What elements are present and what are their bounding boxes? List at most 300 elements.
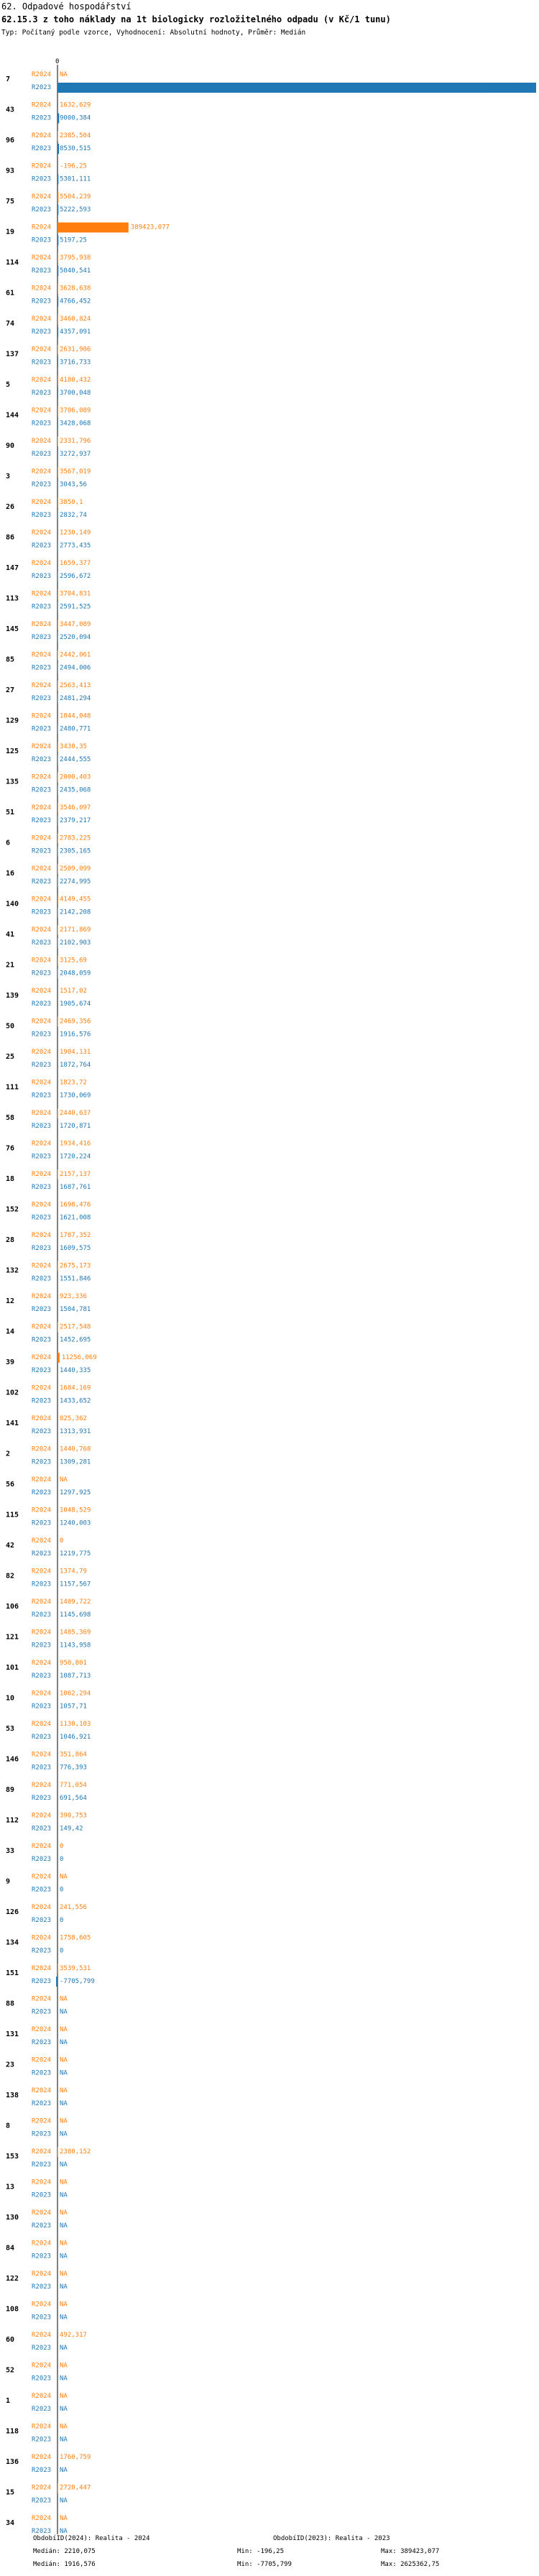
series-label-r2023: R2023 — [32, 1978, 52, 1985]
series-label-r2023: R2023 — [32, 451, 52, 458]
legend-2024-max: Max: 389423,077 — [381, 2548, 440, 2555]
bar-r2023 — [57, 632, 58, 643]
value-label-r2023: 1609,575 — [60, 1245, 91, 1252]
series-label-r2024: R2024 — [32, 957, 52, 965]
value-label-r2024: 1904,131 — [60, 1049, 91, 1056]
bar-r2023 — [57, 724, 58, 735]
value-label-r2023: 1240,003 — [60, 1519, 91, 1527]
value-label-r2024: NA — [60, 2362, 68, 2370]
value-label-r2024: 3447,089 — [60, 621, 91, 628]
category-label: 85 — [6, 656, 15, 664]
value-label-r2024: 3546,097 — [60, 804, 91, 811]
bar-r2023 — [57, 480, 58, 490]
category-label: 8 — [6, 2122, 11, 2130]
value-label-r2024: 2442,061 — [60, 651, 91, 659]
value-label-r2023: 0 — [60, 1917, 64, 1924]
series-label-r2024: R2024 — [32, 1812, 52, 1820]
value-label-r2023: 1440,335 — [60, 1367, 91, 1374]
category-label: 39 — [6, 1358, 15, 1366]
series-label-r2023: R2023 — [32, 1581, 52, 1588]
series-label-r2024: R2024 — [32, 1140, 52, 1148]
bar-r2024 — [57, 284, 58, 294]
category-label: 74 — [6, 320, 15, 328]
value-label-r2024: 1659,377 — [60, 560, 91, 567]
value-label-r2024: 1374,79 — [60, 1568, 87, 1576]
category-label: 90 — [6, 442, 15, 450]
series-label-r2024: R2024 — [32, 865, 52, 873]
bar-r2023 — [57, 908, 58, 918]
bar-r2024 — [57, 925, 58, 935]
series-label-r2023: R2023 — [32, 512, 52, 519]
bar-r2023 — [57, 694, 58, 704]
value-label-r2024: 1684,169 — [60, 1384, 91, 1392]
series-label-r2024: R2024 — [32, 1843, 52, 1850]
value-label-r2023: 1219,775 — [60, 1550, 91, 1558]
series-label-r2024: R2024 — [32, 1782, 52, 1789]
value-label-r2023: 1452,695 — [60, 1336, 91, 1344]
value-label-r2024: 2440,637 — [60, 1110, 91, 1117]
series-label-r2023: R2023 — [32, 1673, 52, 1680]
category-label: 3 — [6, 472, 11, 481]
series-label-r2023: R2023 — [32, 1550, 52, 1558]
value-label-r2024: NA — [60, 2393, 68, 2400]
value-label-r2023: NA — [60, 2069, 68, 2077]
bar-r2024 — [57, 742, 58, 752]
category-label: 140 — [6, 900, 19, 908]
bar-r2023 — [57, 510, 58, 520]
value-label-r2023: 1687,761 — [60, 1184, 91, 1191]
series-label-r2024: R2024 — [32, 1598, 52, 1606]
bar-r2023 — [57, 205, 58, 215]
value-label-r2024: 1409,722 — [60, 1598, 91, 1606]
series-label-r2023: R2023 — [32, 267, 52, 275]
series-label-r2023: R2023 — [32, 2100, 52, 2107]
series-label-r2024: R2024 — [32, 2179, 52, 2186]
value-label-r2024: 3125,69 — [60, 957, 87, 965]
value-label-r2023: 1730,069 — [60, 1092, 91, 1100]
series-label-r2024: R2024 — [32, 1445, 52, 1453]
series-label-r2023: R2023 — [32, 236, 52, 244]
value-label-r2024: 3850,1 — [60, 499, 83, 506]
category-label: 115 — [6, 1511, 19, 1519]
series-label-r2024: R2024 — [32, 1721, 52, 1728]
series-label-r2023: R2023 — [32, 1062, 52, 1069]
category-label: 151 — [6, 1969, 19, 1977]
value-label-r2023: 1297,925 — [60, 1489, 91, 1496]
value-label-r2023: NA — [60, 2283, 68, 2291]
series-label-r2024: R2024 — [32, 2362, 52, 2370]
value-label-r2024: 2720,447 — [60, 2484, 91, 2492]
series-label-r2023: R2023 — [32, 2130, 52, 2138]
category-label: 25 — [6, 1053, 15, 1061]
series-label-r2023: R2023 — [32, 878, 52, 886]
value-label-r2023: 1504,781 — [60, 1306, 91, 1313]
value-label-r2024: 3539,531 — [60, 1965, 91, 1972]
series-label-r2024: R2024 — [32, 2240, 52, 2248]
category-label: 60 — [6, 2336, 15, 2344]
value-label-r2024: 1823,72 — [60, 1079, 87, 1087]
series-label-r2023: R2023 — [32, 1825, 52, 1833]
legend-2023-min: Min: -7705,799 — [237, 2561, 292, 2568]
series-label-r2023: R2023 — [32, 145, 52, 152]
value-label-r2023: 1720,224 — [60, 1153, 91, 1161]
category-label: 75 — [6, 198, 15, 206]
bar-r2023 — [57, 663, 58, 673]
value-label-r2023: 0 — [60, 1947, 64, 1955]
value-label-r2023: NA — [60, 2253, 68, 2260]
series-label-r2023: R2023 — [32, 84, 52, 91]
category-label: 106 — [6, 1603, 19, 1611]
value-label-r2023: NA — [60, 2406, 68, 2413]
value-label-r2024: 0 — [60, 1843, 64, 1850]
series-label-r2023: R2023 — [32, 2039, 52, 2046]
series-label-r2024: R2024 — [32, 1660, 52, 1667]
bar-r2023 — [57, 877, 58, 887]
series-label-r2024: R2024 — [32, 743, 52, 750]
category-label: 138 — [6, 2092, 19, 2099]
bar-r2024 — [57, 1169, 58, 1179]
value-label-r2024: 11256,069 — [61, 1354, 97, 1361]
series-label-r2024: R2024 — [32, 2087, 52, 2094]
series-label-r2024: R2024 — [32, 1873, 52, 1881]
value-label-r2024: 1230,149 — [60, 529, 91, 537]
value-label-r2024: 1485,369 — [60, 1629, 91, 1637]
series-label-r2024: R2024 — [32, 1415, 52, 1422]
series-label-r2024: R2024 — [32, 682, 52, 689]
category-label: 134 — [6, 1938, 19, 1947]
value-label-r2023: 2274,995 — [60, 878, 91, 886]
category-label: 13 — [6, 2183, 15, 2191]
category-label: 88 — [6, 2000, 15, 2008]
category-label: 14 — [6, 1328, 15, 1336]
value-label-r2023: 776,393 — [60, 1764, 87, 1772]
value-label-r2023: 2379,217 — [60, 817, 91, 824]
series-label-r2024: R2024 — [32, 988, 52, 995]
category-label: 89 — [6, 1786, 15, 1794]
value-label-r2024: 3628,638 — [60, 285, 91, 293]
bar-r2024 — [57, 956, 58, 966]
bar-r2023 — [57, 114, 59, 124]
series-label-r2023: R2023 — [32, 2375, 52, 2383]
value-label-r2023: NA — [60, 2191, 68, 2199]
value-label-r2023: 4766,452 — [60, 298, 91, 305]
series-label-r2024: R2024 — [32, 377, 52, 384]
value-label-r2024: 1632,629 — [60, 101, 91, 109]
value-label-r2024: 2509,099 — [60, 865, 91, 873]
bar-r2023 — [57, 969, 58, 979]
category-label: 136 — [6, 2458, 19, 2466]
bar-r2023 — [57, 816, 58, 826]
series-label-r2023: R2023 — [32, 2406, 52, 2413]
bar-r2024 — [57, 864, 58, 874]
series-label-r2023: R2023 — [32, 481, 52, 489]
series-label-r2024: R2024 — [32, 2454, 52, 2461]
legend-2024-min: Min: -196,25 — [237, 2548, 285, 2555]
bar-r2024 — [57, 436, 58, 446]
series-label-r2023: R2023 — [32, 970, 52, 978]
value-label-r2023: NA — [60, 2497, 68, 2505]
category-label: 152 — [6, 1205, 19, 1214]
series-label-r2023: R2023 — [32, 1703, 52, 1711]
bar-r2024 — [57, 375, 58, 385]
category-label: 126 — [6, 1908, 19, 1916]
section-title: 62. Odpadové hospodářství — [1, 1, 132, 12]
value-label-r2024: 492,317 — [60, 2332, 87, 2339]
bar-r2023 — [57, 449, 58, 459]
series-label-r2023: R2023 — [32, 175, 52, 183]
value-label-r2023: NA — [60, 2375, 68, 2383]
value-label-r2024: 3704,831 — [60, 590, 91, 598]
category-label: 26 — [6, 503, 15, 511]
series-label-r2024: R2024 — [32, 254, 52, 262]
series-label-r2024: R2024 — [32, 316, 52, 323]
series-label-r2024: R2024 — [32, 1079, 52, 1087]
series-label-r2023: R2023 — [32, 1123, 52, 1130]
series-label-r2023: R2023 — [32, 1611, 52, 1619]
value-label-r2023: 1905,674 — [60, 1000, 91, 1008]
value-label-r2023: 2494,006 — [60, 664, 91, 672]
series-label-r2023: R2023 — [32, 1489, 52, 1496]
value-label-r2024: 390,753 — [60, 1812, 87, 1820]
category-label: 76 — [6, 1144, 15, 1153]
series-label-r2024: R2024 — [32, 1201, 52, 1209]
bar-r2024 — [57, 589, 58, 599]
category-label: 53 — [6, 1725, 15, 1733]
value-label-r2024: 1934,416 — [60, 1140, 91, 1148]
series-label-r2023: R2023 — [32, 634, 52, 641]
value-label-r2023: 1433,652 — [60, 1397, 91, 1405]
value-label-r2023: 5197,25 — [60, 236, 87, 244]
bar-r2024 — [57, 650, 58, 661]
value-label-r2024: 1787,352 — [60, 1232, 91, 1239]
category-label: 122 — [6, 2275, 19, 2283]
value-label-r2023: 2305,165 — [60, 847, 91, 855]
series-label-r2024: R2024 — [32, 2484, 52, 2492]
value-label-r2024: 1062,294 — [60, 1690, 91, 1698]
series-label-r2024: R2024 — [32, 651, 52, 659]
series-label-r2024: R2024 — [32, 101, 52, 109]
category-label: 42 — [6, 1542, 15, 1550]
series-label-r2024: R2024 — [32, 2301, 52, 2309]
category-label: 21 — [6, 961, 15, 970]
category-label: 33 — [6, 1847, 15, 1855]
category-label: 5 — [6, 381, 11, 389]
value-label-r2024: NA — [60, 2026, 68, 2033]
value-label-r2024: 2157,137 — [60, 1171, 91, 1178]
category-label: 108 — [6, 2305, 19, 2314]
bar-r2023 — [57, 786, 58, 796]
category-label: 132 — [6, 1266, 19, 1275]
category-label: 58 — [6, 1114, 15, 1122]
series-label-r2024: R2024 — [32, 193, 52, 201]
series-label-r2024: R2024 — [32, 773, 52, 781]
category-label: 82 — [6, 1572, 15, 1581]
series-label-r2024: R2024 — [32, 1690, 52, 1698]
bar-r2023 — [57, 327, 58, 337]
series-label-r2024: R2024 — [32, 407, 52, 415]
value-label-r2023: 2435,068 — [60, 786, 91, 794]
category-label: 145 — [6, 625, 19, 633]
bar-r2023 — [57, 144, 59, 154]
series-label-r2024: R2024 — [32, 621, 52, 628]
series-label-r2023: R2023 — [32, 1886, 52, 1894]
category-label: 43 — [6, 106, 15, 114]
series-label-r2023: R2023 — [32, 1428, 52, 1435]
category-label: 6 — [6, 839, 11, 847]
series-label-r2023: R2023 — [32, 2497, 52, 2505]
series-label-r2023: R2023 — [32, 390, 52, 397]
series-label-r2024: R2024 — [32, 1629, 52, 1637]
category-label: 27 — [6, 686, 15, 694]
legend-2023-max: Max: 2625362,75 — [381, 2561, 440, 2568]
value-label-r2024: 4180,432 — [60, 377, 91, 384]
bar-r2024 — [57, 1261, 58, 1271]
series-label-r2024: R2024 — [32, 2515, 52, 2522]
bar-r2024 — [57, 1108, 58, 1118]
value-label-r2023: NA — [60, 2436, 68, 2444]
series-label-r2024: R2024 — [32, 1323, 52, 1331]
series-label-r2024: R2024 — [32, 2117, 52, 2125]
category-label: 2 — [6, 1450, 11, 1458]
series-label-r2023: R2023 — [32, 573, 52, 580]
value-label-r2023: 1551,846 — [60, 1275, 91, 1283]
value-label-r2024: NA — [60, 2179, 68, 2186]
category-label: 113 — [6, 594, 19, 603]
bar-r2024 — [57, 2483, 58, 2493]
category-label: 51 — [6, 809, 15, 816]
series-label-r2023: R2023 — [32, 1245, 52, 1252]
value-label-r2023: 2596,672 — [60, 573, 91, 580]
value-label-r2024: NA — [60, 2301, 68, 2309]
series-label-r2023: R2023 — [32, 1336, 52, 1344]
value-label-r2023: NA — [60, 2528, 68, 2535]
series-label-r2023: R2023 — [32, 1367, 52, 1374]
value-label-r2024: 1844,048 — [60, 712, 91, 720]
series-label-r2024: R2024 — [32, 712, 52, 720]
value-label-r2023: 3428,068 — [60, 420, 91, 428]
category-label: 144 — [6, 411, 19, 420]
value-label-r2023: 2625362,75 — [494, 84, 534, 91]
category-label: 41 — [6, 931, 15, 939]
category-label: 56 — [6, 1481, 15, 1489]
value-label-r2024: 3706,089 — [60, 407, 91, 415]
series-label-r2024: R2024 — [32, 926, 52, 934]
series-label-r2023: R2023 — [32, 1764, 52, 1772]
series-label-r2024: R2024 — [32, 529, 52, 537]
series-label-r2023: R2023 — [32, 2253, 52, 2260]
value-label-r2024: 1440,768 — [60, 1445, 91, 1453]
category-label: 131 — [6, 2030, 19, 2038]
category-label: 52 — [6, 2366, 15, 2375]
series-label-r2024: R2024 — [32, 71, 52, 78]
value-label-r2024: NA — [60, 2271, 68, 2278]
value-label-r2024: NA — [60, 2117, 68, 2125]
value-label-r2023: NA — [60, 2467, 68, 2474]
series-label-r2024: R2024 — [32, 834, 52, 842]
value-label-r2024: 389423,077 — [130, 224, 170, 231]
series-label-r2024: R2024 — [32, 438, 52, 445]
bar-r2024 — [57, 895, 58, 905]
series-label-r2024: R2024 — [32, 2332, 52, 2339]
value-label-r2024: 1758,605 — [60, 1934, 91, 1942]
series-label-r2023: R2023 — [32, 756, 52, 763]
bar-r2024 — [57, 1017, 58, 1027]
series-label-r2024: R2024 — [32, 1293, 52, 1300]
legend-2023-title: ObdobíID(2023): Realita - 2023 — [273, 2535, 390, 2542]
value-label-r2024: NA — [60, 1873, 68, 1881]
value-label-r2023: 2520,094 — [60, 634, 91, 641]
series-label-r2024: R2024 — [32, 1934, 52, 1942]
value-label-r2023: 1872,764 — [60, 1062, 91, 1069]
value-label-r2023: 2048,059 — [60, 970, 91, 978]
value-label-r2023: 149,42 — [60, 1825, 83, 1833]
bar-r2023 — [57, 83, 536, 93]
bar-r2024 — [57, 803, 58, 813]
value-label-r2023: 1157,567 — [60, 1581, 91, 1588]
series-label-r2024: R2024 — [32, 499, 52, 506]
series-label-r2023: R2023 — [32, 1734, 52, 1741]
series-label-r2024: R2024 — [32, 2423, 52, 2431]
series-label-r2023: R2023 — [32, 695, 52, 702]
value-label-r2024: 5504,239 — [60, 193, 91, 201]
category-label: 61 — [6, 289, 15, 298]
value-label-r2023: 5222,593 — [60, 206, 91, 213]
category-label: 121 — [6, 1633, 19, 1642]
value-label-r2023: 1916,576 — [60, 1031, 91, 1039]
value-label-r2023: NA — [60, 2130, 68, 2138]
bar-r2023 — [57, 419, 58, 429]
value-label-r2024: 2000,403 — [60, 773, 91, 781]
series-label-r2024: R2024 — [32, 1568, 52, 1576]
value-label-r2024: NA — [60, 2423, 68, 2431]
value-label-r2024: NA — [60, 2240, 68, 2248]
value-label-r2023: 1087,713 — [60, 1673, 91, 1680]
value-label-r2023: 2773,435 — [60, 542, 91, 550]
series-label-r2023: R2023 — [32, 420, 52, 428]
value-label-r2023: 2142,208 — [60, 908, 91, 916]
bar-r2024 — [57, 467, 58, 477]
value-label-r2023: NA — [60, 2222, 68, 2230]
bar-r2024 — [57, 345, 58, 355]
bar-r2024 — [57, 681, 58, 691]
series-label-r2024: R2024 — [32, 1995, 52, 2003]
bar-r2024 — [57, 1322, 58, 1333]
x-axis-zero-label: 0 — [55, 58, 60, 65]
series-label-r2023: R2023 — [32, 2467, 52, 2474]
series-label-r2023: R2023 — [32, 1397, 52, 1405]
series-label-r2023: R2023 — [32, 1031, 52, 1039]
bar-r2023 — [57, 541, 58, 551]
series-label-r2024: R2024 — [32, 1171, 52, 1178]
value-label-r2024: 950,801 — [60, 1660, 87, 1667]
category-label: 16 — [6, 870, 15, 878]
series-label-r2024: R2024 — [32, 285, 52, 293]
bar-r2023 — [57, 602, 58, 612]
value-label-r2024: 2380,152 — [60, 2148, 91, 2156]
value-label-r2024: 1130,103 — [60, 1721, 91, 1728]
value-label-r2023: 2480,771 — [60, 725, 91, 733]
value-label-r2024: 3795,938 — [60, 254, 91, 262]
series-label-r2023: R2023 — [32, 939, 52, 947]
value-label-r2024: 2385,504 — [60, 132, 91, 139]
value-label-r2023: 4357,091 — [60, 328, 91, 336]
series-label-r2023: R2023 — [32, 2345, 52, 2352]
series-label-r2023: R2023 — [32, 2283, 52, 2291]
series-label-r2024: R2024 — [32, 1110, 52, 1117]
series-label-r2023: R2023 — [32, 1092, 52, 1100]
series-label-r2024: R2024 — [32, 804, 52, 811]
category-label: 84 — [6, 2244, 15, 2253]
